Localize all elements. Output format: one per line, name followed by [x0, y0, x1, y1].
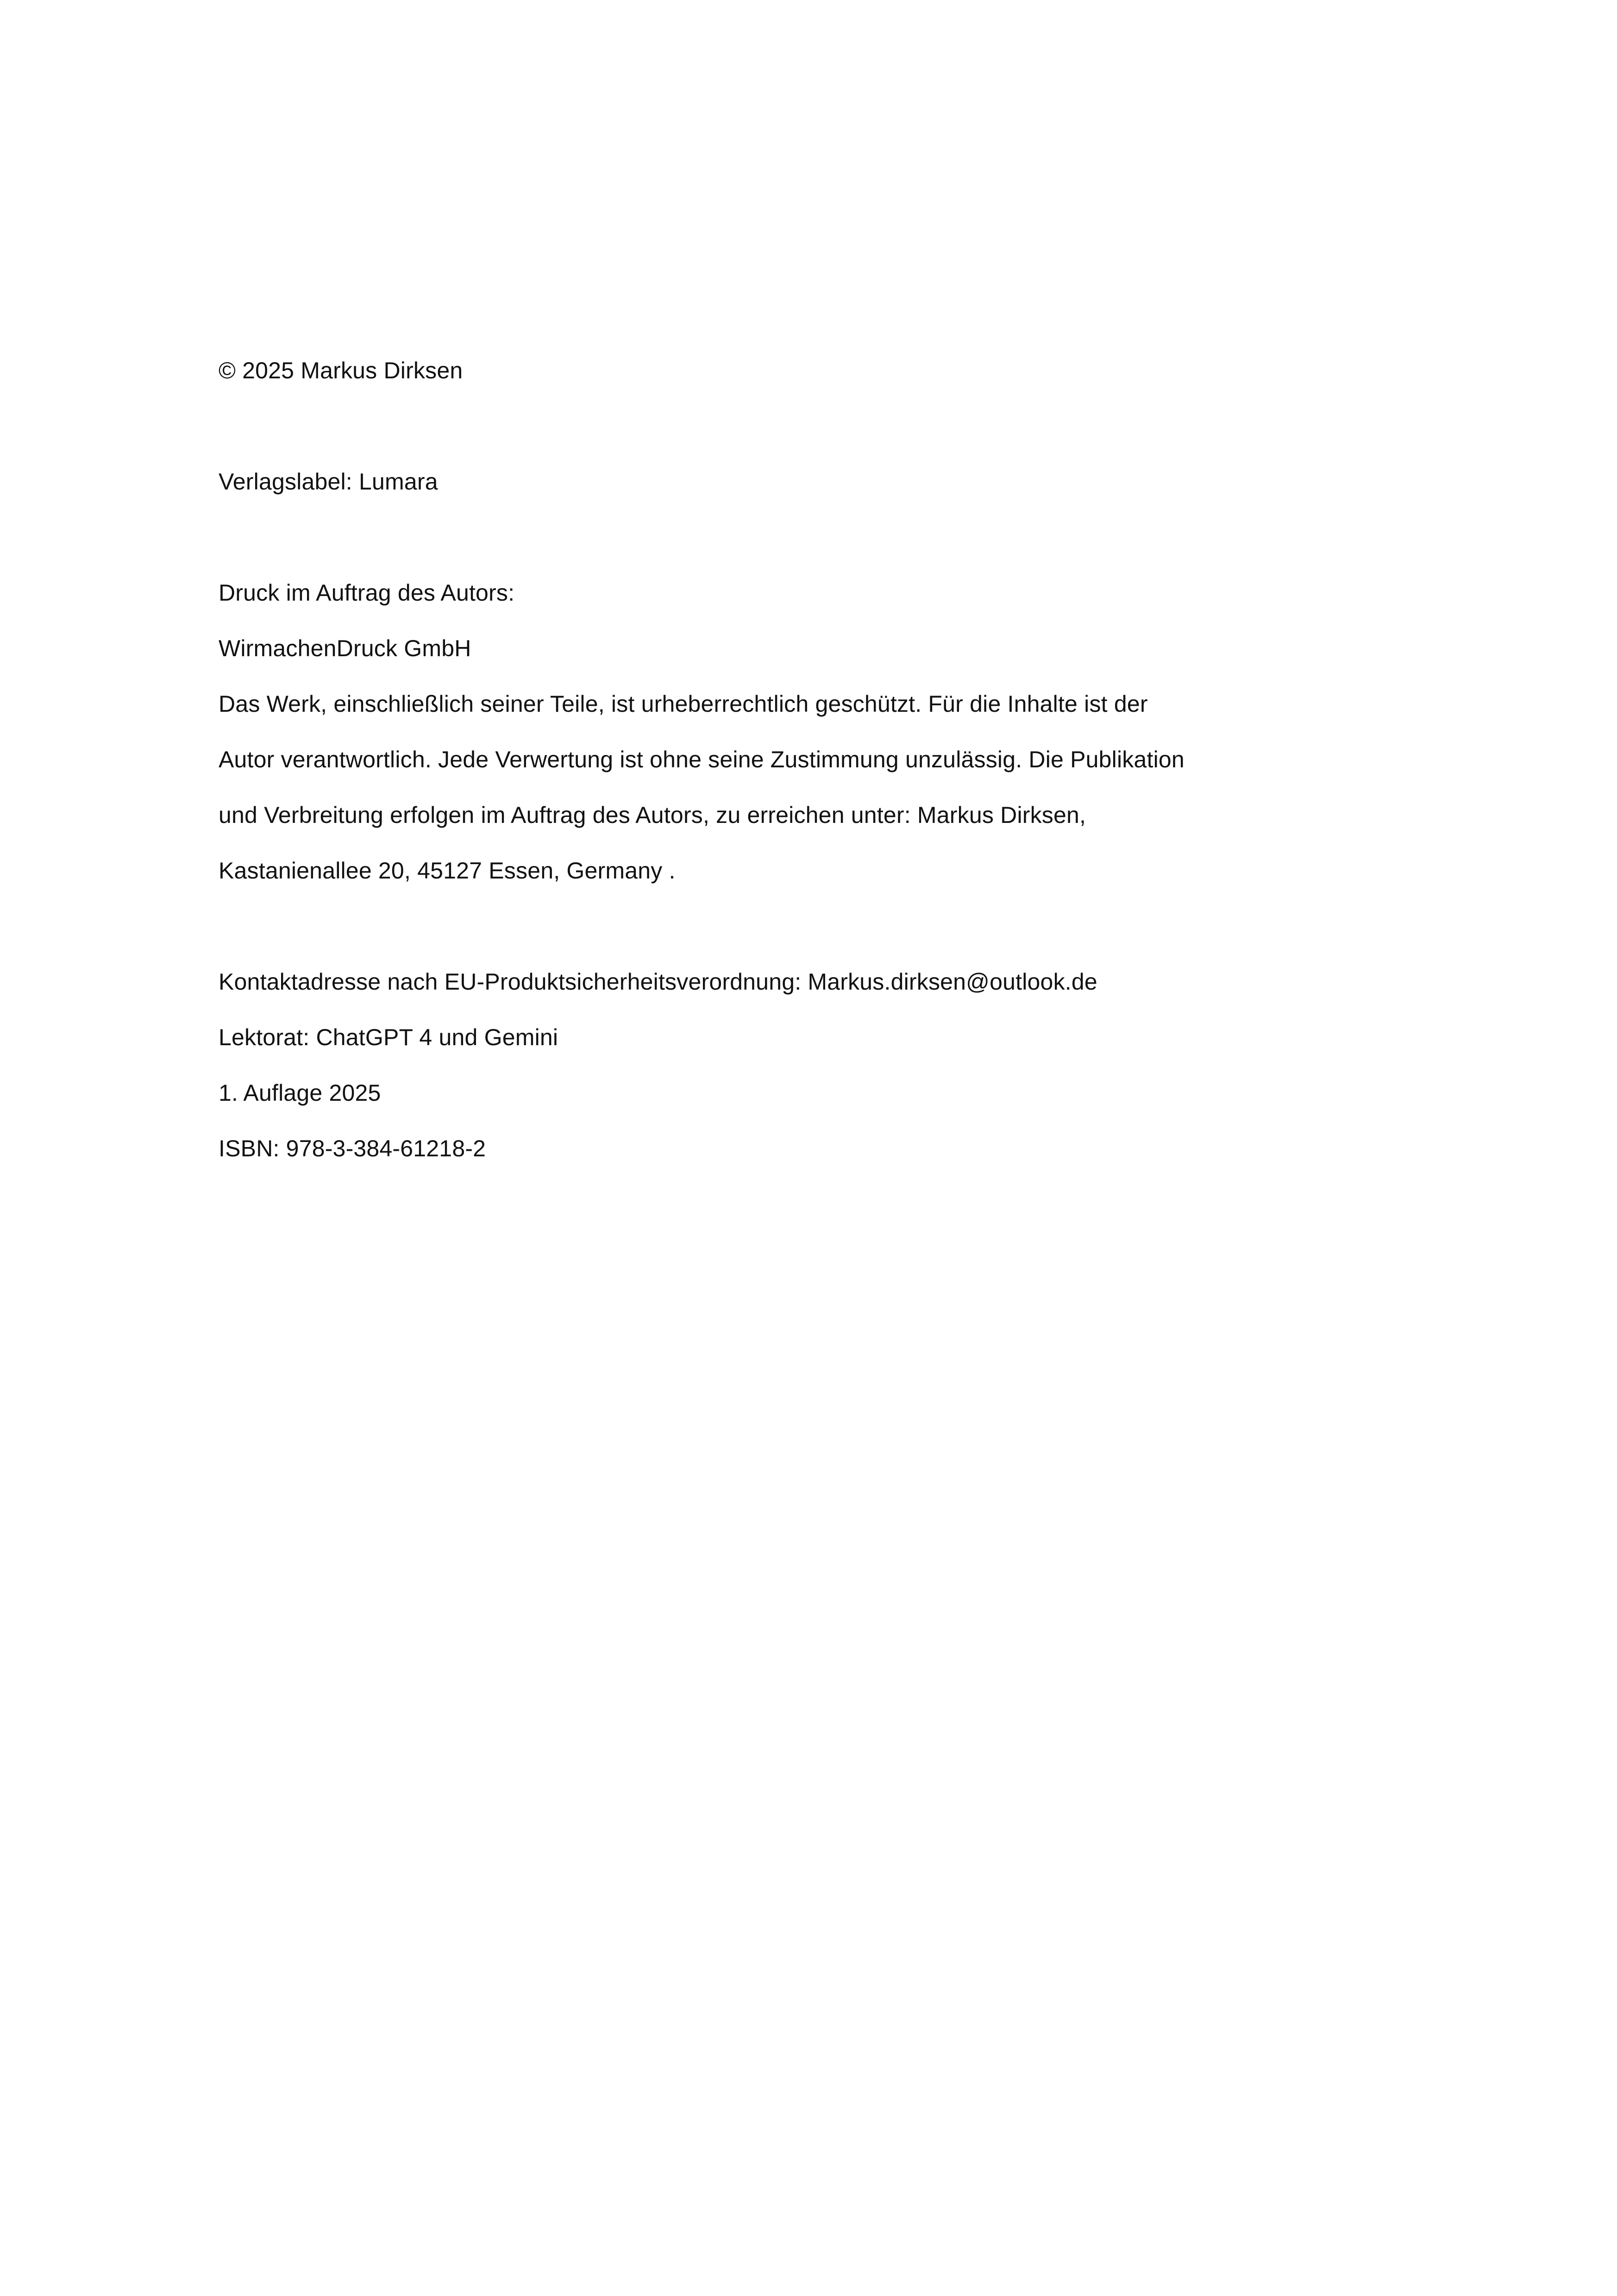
imprint-block — [219, 343, 1284, 1176]
legal-text-line-4: Kastanienallee 20, 45127 Essen, Germany . — [219, 858, 676, 884]
publisher-label-line: Verlagslabel: Lumara — [219, 469, 438, 495]
edition-line: 1. Auflage 2025 — [219, 1080, 381, 1106]
spacer — [219, 509, 1284, 565]
contact-line: Kontaktadresse nach EU-Produktsicherheitsverordnung: Markus.dirksen@outlook.de — [219, 969, 1097, 995]
editing-line: Lektorat: ChatGPT 4 und Gemini — [219, 1024, 558, 1050]
copyright-line: © 2025 Markus Dirksen — [219, 358, 463, 383]
legal-text-line-2: Autor verantwortlich. Jede Verwertung ist ohne seine Zustimmung unzulässig. Die Publikation — [219, 747, 1185, 772]
printer-name-line: WirmachenDruck GmbH — [219, 635, 471, 661]
spacer — [219, 398, 1284, 454]
spacer — [219, 898, 1284, 954]
isbn-line: ISBN: 978-3-384-61218-2 — [219, 1135, 486, 1161]
legal-text-line-3: und Verbreitung erfolgen im Auftrag des Autors, zu erreichen unter: Markus Dirksen, — [219, 802, 1086, 828]
print-heading-line: Druck im Auftrag des Autors: — [219, 580, 515, 606]
legal-text-line-1: Das Werk, einschließlich seiner Teile, ist urheberrechtlich geschützt. Für die Inhalte ist der — [219, 691, 1148, 717]
